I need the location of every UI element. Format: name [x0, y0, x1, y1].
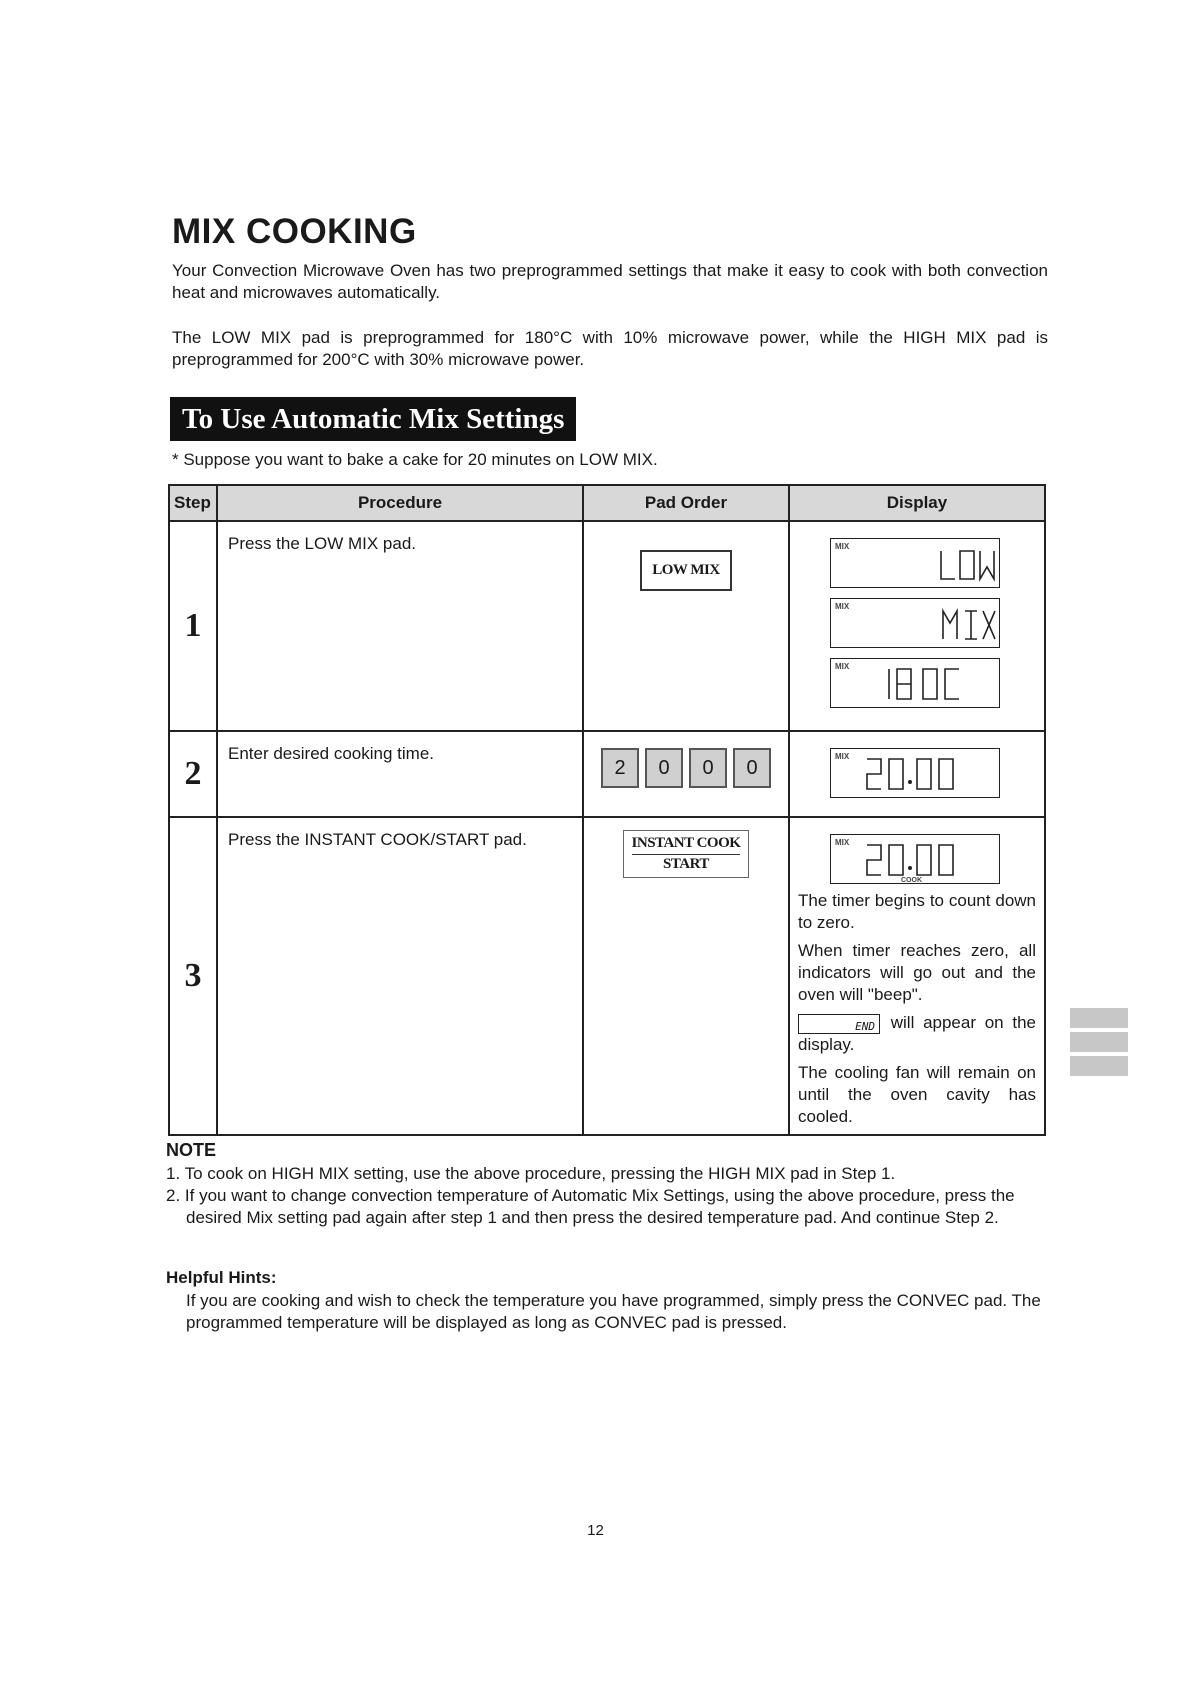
table-row	[169, 817, 1045, 1135]
step-number: 3	[169, 817, 217, 1135]
example-text: * Suppose you want to bake a cake for 20 minutes on LOW MIX.	[172, 450, 658, 469]
number-pad-0: 0	[645, 748, 683, 788]
low-mix-pad: LOW MIX	[640, 550, 731, 591]
note-title: NOTE	[166, 1140, 217, 1160]
lcd-2000-glyphs	[831, 835, 1001, 885]
pad-order-cell	[583, 731, 789, 817]
step-number: 1	[169, 521, 217, 731]
lcd-display	[830, 598, 1000, 648]
lcd-display	[830, 538, 1000, 588]
lcd-2000-glyphs	[831, 749, 1001, 799]
note-list	[166, 1163, 1046, 1229]
number-pad-0: 0	[689, 748, 727, 788]
pad-order-cell	[583, 521, 789, 731]
intro-paragraph: Your Convection Microwave Oven has two preprogrammed settings that make it easy to cook with both convection heat and microwaves automatically.	[172, 261, 1048, 302]
header-display: Display	[789, 485, 1045, 521]
mix-indicator: MIX	[835, 602, 850, 611]
end-note: END will appear on the display.	[798, 1013, 1036, 1054]
side-tab-marker	[1070, 1008, 1128, 1076]
display-cell	[789, 731, 1045, 817]
end-display: END	[798, 1014, 880, 1034]
steps-table	[168, 484, 1046, 1136]
display-cell	[789, 817, 1045, 1135]
mix-indicator: MIX	[835, 542, 850, 551]
note-item: 1. To cook on HIGH MIX setting, use the above procedure, pressing the HIGH MIX pad in Step 1.	[166, 1164, 896, 1183]
header-procedure: Procedure	[217, 485, 583, 521]
lcd-display	[830, 748, 1000, 798]
procedure-text: Press the LOW MIX pad.	[217, 521, 583, 731]
display-cell	[789, 521, 1045, 731]
lcd-display	[830, 658, 1000, 708]
step-number: 2	[169, 731, 217, 817]
instant-cook-start-pad: INSTANT COOK START	[623, 830, 750, 878]
lcd-mix-glyphs	[831, 599, 1001, 649]
header-pad-order: Pad Order	[583, 485, 789, 521]
cook-indicator: COOK	[901, 877, 922, 884]
mix-settings-paragraph: The LOW MIX pad is preprogrammed for 180°C with 10% microwave power, while the HIGH MIX pad is preprogrammed for 200°C with 30% microwave power.	[172, 328, 1048, 369]
header-step: Step	[169, 485, 217, 521]
page-number: 12	[587, 1522, 604, 1539]
mix-indicator: MIX	[835, 752, 850, 761]
zero-note: When timer reaches zero, all indicators will go out and the oven will "beep".	[798, 941, 1036, 1004]
mix-indicator: MIX	[835, 838, 850, 847]
page-title: MIX COOKING	[172, 212, 417, 251]
table-row	[169, 731, 1045, 817]
mix-indicator: MIX	[835, 662, 850, 671]
hints-title: Helpful Hints:	[166, 1268, 277, 1287]
number-pad-2: 2	[601, 748, 639, 788]
procedure-text: Enter desired cooking time.	[217, 731, 583, 817]
cooling-note: The cooling fan will remain on until the oven cavity has cooled.	[798, 1063, 1036, 1126]
procedure-text: Press the INSTANT COOK/START pad.	[217, 817, 583, 1135]
hints-text: If you are cooking and wish to check the temperature you have programmed, simply press the CONVEC pad. The programmed temperature will be displayed as long as CONVEC pad is pressed.	[186, 1291, 1041, 1332]
timer-note: The timer begins to count down to zero.	[798, 891, 1036, 932]
lcd-180c-glyphs	[831, 659, 1001, 709]
number-pad-0: 0	[733, 748, 771, 788]
number-keys	[584, 748, 788, 788]
pad-order-cell	[583, 817, 789, 1135]
lcd-display	[830, 834, 1000, 884]
table-header-row	[169, 485, 1045, 521]
table-row	[169, 521, 1045, 731]
note-item: 2. If you want to change convection temperature of Automatic Mix Settings, using the above procedure, press the desired Mix setting pad again after step 1 and then press the desired temperature pad. And continue Step 2.	[166, 1186, 1015, 1227]
lcd-low-glyphs	[831, 539, 1001, 589]
section-banner: To Use Automatic Mix Settings	[170, 397, 576, 441]
